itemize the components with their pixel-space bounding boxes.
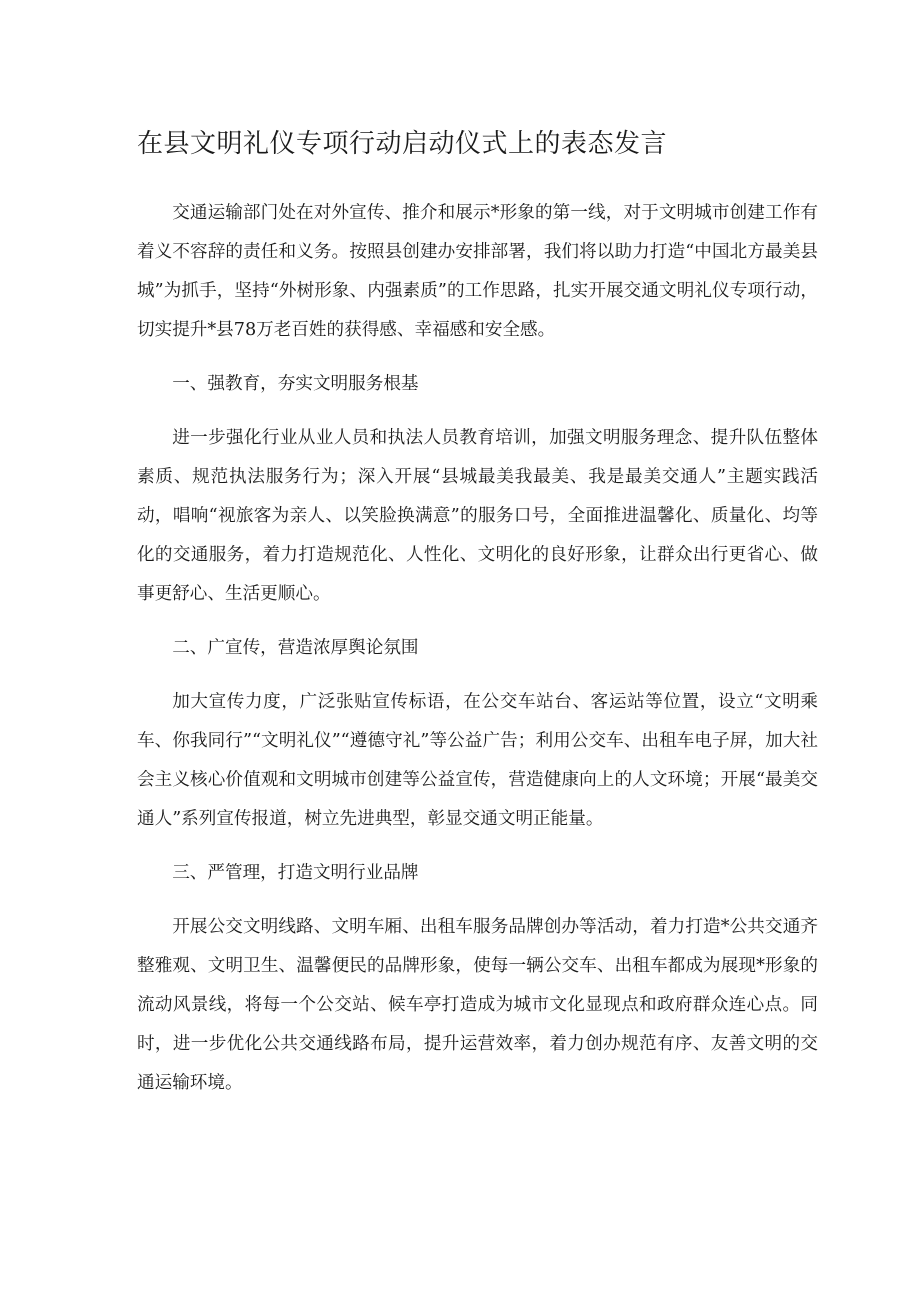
section-1-paragraph: 进一步强化行业从业人员和执法人员教育培训，加强文明服务理念、提升队伍整体素质、规范执法服务行为；深入开展“县城最美我最美、我是最美交通人”主题实践活动，唱响“视旅客为亲人、以笑脸换满意”的服务口号，全面推进温馨化、质量化、均等化的交通服务，着力打造规范化、人性化、文明化的良好形象，让群众出行更省心、做事更舒心、生活更顺心。	[137, 428, 818, 604]
section-3-paragraph: 开展公交文明线路、文明车厢、出租车服务品牌创办等活动，着力打造*公共交通齐整雅观、文明卫生、温馨便民的品牌形象，使每一辆公交车、出租车都成为展现*形象的流动风景线，将每一个公交站、候车亭打造成为城市文化显现点和政府群众连心点。同时，进一步优化公共交通线路布局，提升运营效率，着力创办规范有序、友善文明的交通运输环境。	[137, 917, 818, 1093]
section-heading-3: 三、严管理，打造文明行业品牌	[172, 863, 419, 883]
document-title: 在县文明礼仪专项行动启动仪式上的表态发言	[137, 129, 668, 159]
section-heading-2: 二、广宣传，营造浓厚舆论氛围	[172, 638, 419, 658]
section-2-paragraph: 加大宣传力度，广泛张贴宣传标语，在公交车站台、客运站等位置，设立“文明乘车、你我同行”“文明礼仪”“遵德守礼”等公益广告；利用公交车、出租车电子屏，加大社会主义核心价值观和文明城市创建等公益宣传，营造健康向上的人文环境；开展“最美交通人”系列宣传报道，树立先进典型，彰显交通文明正能量。	[137, 692, 818, 829]
intro-paragraph: 交通运输部门处在对外宣传、推介和展示*形象的第一线，对于文明城市创建工作有着义不容辞的责任和义务。按照县创建办安排部署，我们将以助力打造“中国北方最美县城”为抓手，坚持“外树形象、内强素质”的工作思路，扎实开展交通文明礼仪专项行动，切实提升*县78万老百姓的获得感、幸福感和安全感。	[137, 203, 818, 340]
section-heading-1: 一、强教育，夯实文明服务根基	[172, 374, 419, 394]
document-page	[137, 124, 818, 1118]
